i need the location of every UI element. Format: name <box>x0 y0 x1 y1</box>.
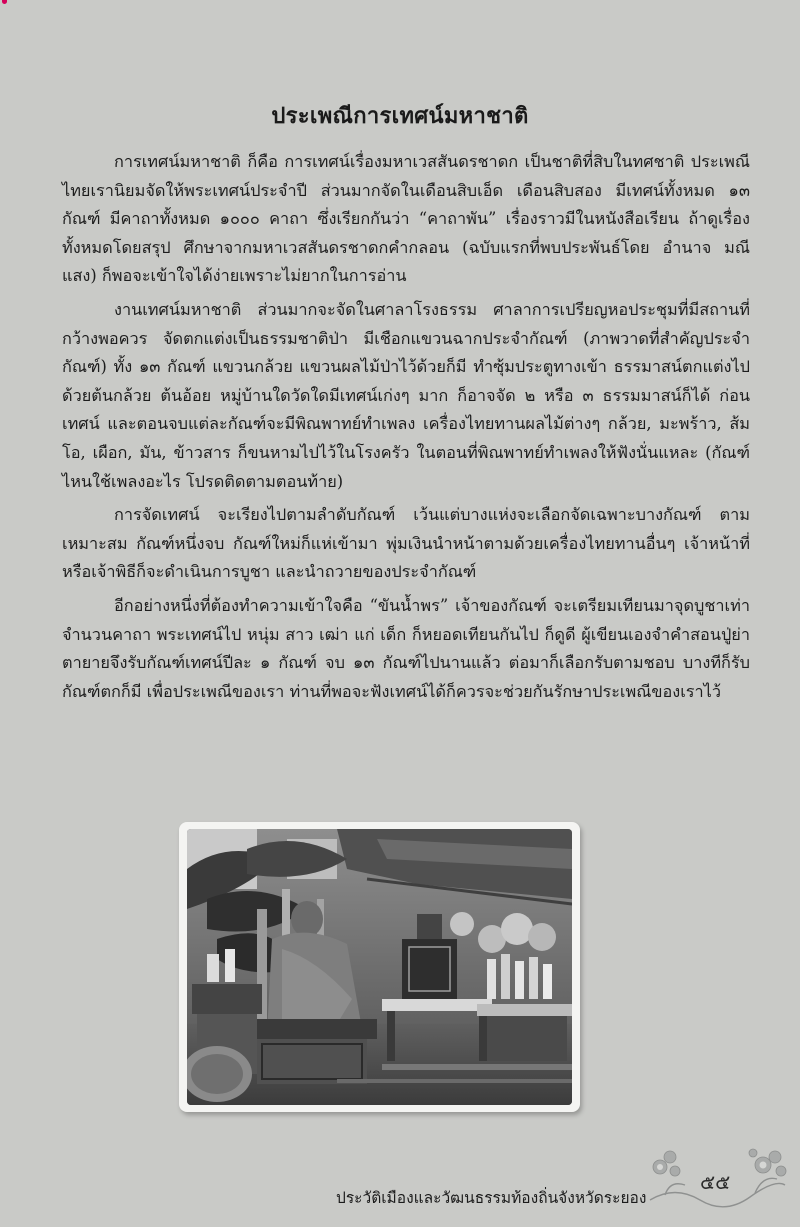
page-title: ประเพณีการเทศน์มหาชาติ <box>271 103 529 129</box>
corner-mark <box>2 0 7 4</box>
running-footer: ประวัติเมืองและวัฒนธรรมท้องถิ่นจังหวัดระยอง <box>336 1189 647 1207</box>
paragraph-1: การเทศน์มหาชาติ ก็คือ การเทศน์เรื่องมหาเวสสันดรชาดก เป็นชาติที่สิบในทศชาติ ประเพณีไทยเรานิยมจัดให้พระเทศน์ประจำปี ส่วนมากจัดในเดือนสิบเอ็ด เดือนสิบสอง มีเทศน์ทั้งหมด ๑๓ กัณฑ์ มีคาถาทั้งหมด ๑๐๐๐ คาถา ซึ่งเรียกกันว่า “คาถาพัน” เรื่องราวมีในหนังสือเรียน ถ้าดูเรื่องทั้งหมดโดยสรุป ศึกษาจากมหาเวสสันดรชาดกคำกลอน (ฉบับแรกที่พบประพันธ์โดย อำนาจ มณีแสง) ก็พอจะเข้าใจได้ง่ายเพราะไม่ยากในการอ่าน <box>62 152 750 286</box>
photo-monk-preaching <box>187 829 572 1105</box>
paragraph-3: การจัดเทศน์ จะเรียงไปตามลำดับกัณฑ์ เว้นแต่บางแห่งจะเลือกจัดเฉพาะบางกัณฑ์ ตามเหมาะสม กัณฑ์หนึ่งจบ กัณฑ์ใหม่ก็แห่เข้ามา พุ่มเงินนำหน้าตามด้วยเครื่องไทยทานอื่นๆ เจ้าหน้าที่หรือเจ้าพิธีก็จะดำเนินการบูชา และนำถวายของประจำกัณฑ์ <box>62 505 750 582</box>
photo-frame <box>179 822 580 1112</box>
paragraph-2: งานเทศน์มหาชาติ ส่วนมากจะจัดในศาลาโรงธรรม ศาลาการเปรียญหอประชุมที่มีสถานที่กว้างพอควร จัดตกแต่งเป็นธรรมชาติป่า มีเชือกแขวนฉากประจำกัณฑ์ (ภาพวาดที่สำคัญประจำกัณฑ์) ทั้ง ๑๓ กัณฑ์ แขวนกล้วย แขวนผลไม้ป่าไว้ด้วยก็มี ทำซุ้มประตูทางเข้า ธรรมาสน์ตกแต่งไปด้วยต้นกล้วย ต้นอ้อย หมู่บ้านใดวัดใดมีเทศน์เก่งๆ มาก ก็อาจจัด ๒ หรือ ๓ ธรรมมาสน์ก็ได้ ก่อนเทศน์ และตอนจบแต่ละกัณฑ์จะมีพิณพาทย์ทำเพลง เครื่องไทยทานผลไม้ต่างๆ กล้วย, มะพร้าว, ส้มโอ, เผือก, มัน, ข้าวสาร ก็ขนหามไปไว้ในโรงครัว ในตอนที่พิณพาทย์ทำเพลงให้ฟังนั่นแหละ (กัณฑ์ไหนใช้เพลงอะไร โปรดติดตามตอนท้าย) <box>62 299 750 491</box>
article-body <box>62 148 750 711</box>
page-number: ๕๕ <box>700 1170 731 1194</box>
photo-illustration <box>187 829 572 1105</box>
paragraph-4: อีกอย่างหนึ่งที่ต้องทำความเข้าใจคือ “ขันน้ำพร” เจ้าของกัณฑ์ จะเตรียมเทียนมาจุดบูชาเท่าจำนวนคาถา พระเทศน์ไป หนุ่ม สาว เฒ่า แก่ เด็ก ก็หยอดเทียนกันไป ก็ดูดี ผู้เขียนเองจำคำสอนปู่ย่าตายายจึงรับกัณฑ์เทศน์ปีละ ๑ กัณฑ์ จบ ๑๓ กัณฑ์ไปนานแล้ว ต่อมาก็เลือกรับตามชอบ บางทีก็รับกัณฑ์ตกก็มี เพื่อประเพณีของเรา ท่านที่พอจะฟังเทศน์ได้ก็ควรจะช่วยกันรักษาประเพณีของเราไว้ <box>62 595 750 701</box>
